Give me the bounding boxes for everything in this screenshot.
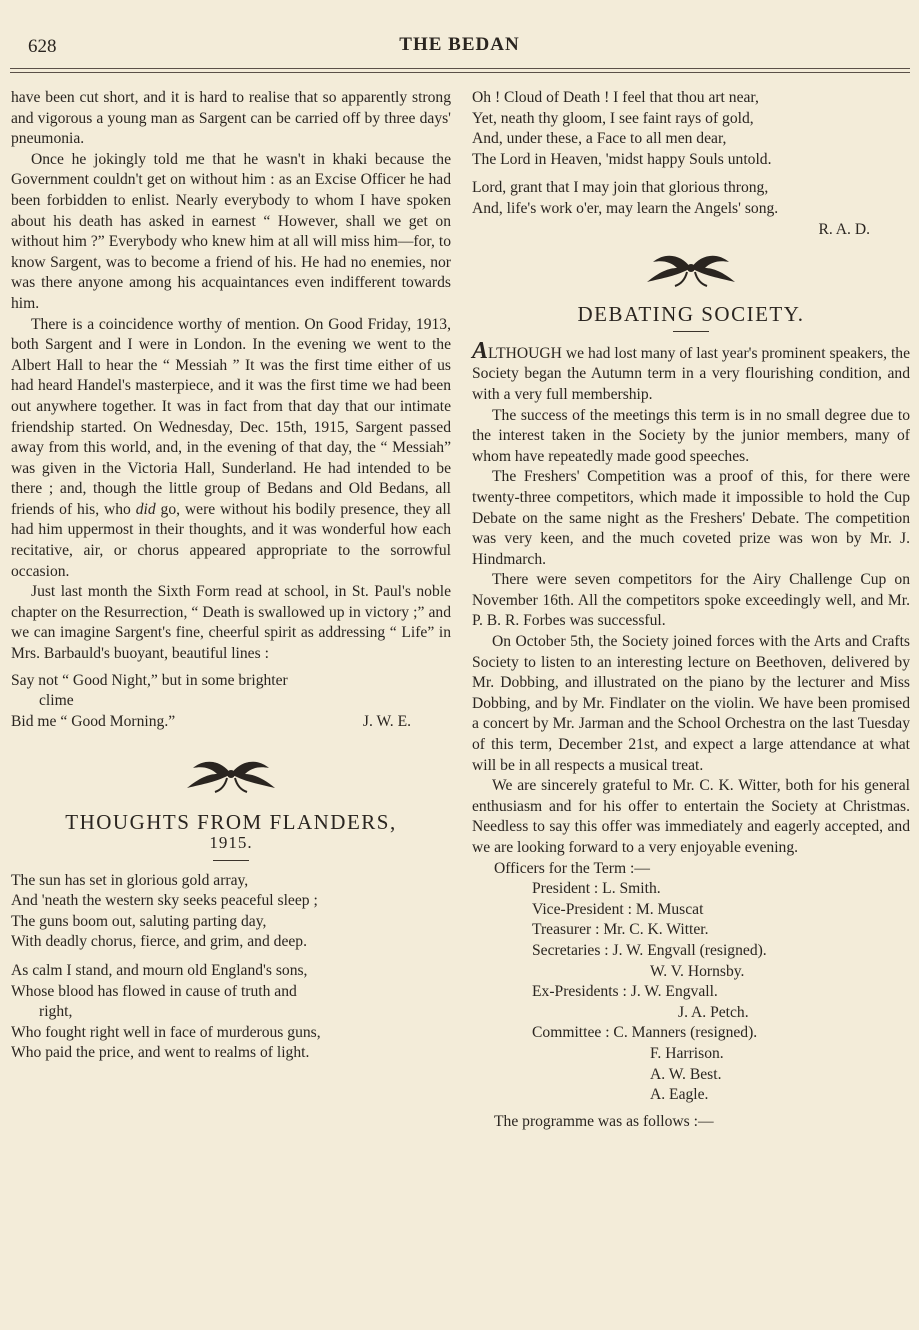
quote-line: Bid me “ Good Morning.” [11, 712, 176, 730]
page-header [0, 32, 919, 60]
running-title: THE BEDAN [399, 34, 520, 55]
quotation [11, 671, 451, 733]
officer-entry: A. W. Best. [650, 1065, 722, 1083]
officer-entry: Vice-President : M. Muscat [532, 900, 704, 918]
officer-entry: W. V. Hornsby. [650, 962, 745, 980]
poem-line: Who paid the price, and went to realms of light. [11, 1044, 310, 1062]
paragraph-text: There is a coincidence worthy of mention. On Good Friday, 1913, both Sargent and I were in London. In the evening we went to the Albert Hall to hear the “ Messiah ” It was the first time either of us had heard Handel's masterpiece, and it was the first time we had been out anywhere together. It was in fact from that day that our intimate friendship started. On Wednesday, Dec. 15th, 1915, Sargent passed away from this world, and, in the evening of that day, the “ Messiah” was given in the Victoria Hall, Sunderland. He had intended to be there ; and, though the little group of Bedans and Old Bedans, all friends of his, who [11, 315, 451, 518]
fleuron-ornament [641, 246, 741, 290]
poem-line: And, life's work o'er, may learn the Angels' song. [472, 199, 779, 217]
paragraph [11, 315, 451, 583]
header-rule [10, 68, 910, 69]
officers-heading: Officers for the Term :— [494, 859, 650, 877]
quote-line: Say not “ Good Night,” but in some brighter [11, 671, 288, 689]
drop-cap: A [472, 337, 489, 364]
officer-entry: J. A. Petch. [678, 1003, 749, 1021]
paragraph-text: we had lost many of last year's prominent speakers, the Society began the Autumn term in a very flourishing condition, and with a very full membership. [472, 344, 910, 403]
officer-entry: Treasurer : Mr. C. K. Witter. [532, 921, 709, 939]
poem-signature: R. A. D. [818, 220, 870, 238]
poem-line: Who fought right well in face of murderous guns, [11, 1023, 321, 1041]
poem-line: The guns boom out, saluting parting day, [11, 912, 267, 930]
paragraph [472, 337, 910, 406]
poem-title: THOUGHTS FROM FLANDERS, [65, 810, 397, 835]
poem-line: Whose blood has flowed in cause of truth and [11, 982, 297, 1000]
poem [11, 871, 451, 1064]
officers-list [472, 859, 910, 1106]
officer-entry: Secretaries : J. W. Engvall (resigned). [532, 941, 767, 959]
right-column [472, 88, 910, 1132]
paragraph: have been cut short, and it is hard to realise that so apparently strong and vigorous a young man as Sargent can be carried off by three days' pneumonia. [11, 89, 451, 148]
poem-line: right, [39, 1003, 73, 1021]
poem-line: Lord, grant that I may join that glorious throng, [472, 179, 769, 197]
left-column [11, 88, 451, 1064]
paragraph: On October 5th, the Society joined forces with the Arts and Crafts Society to listen to an interesting lecture on Beethoven, delivered by Mr. Dobbing, and illustrated on the piano by the lecturer and Miss Dobbing, and by Mr. Findlater on the violin. We have been promised a concert by Mr. Jarman and the School Orchestra on the last Tuesday of this term, December 21st, and expect a large attendance at what will be in all respects a musical treat. [472, 633, 910, 774]
section-title: DEBATING SOCIETY. [577, 302, 805, 327]
poem-continuation [472, 88, 910, 220]
officer-entry: F. Harrison. [650, 1044, 724, 1062]
emphasis: did [135, 500, 156, 518]
title-rule [213, 860, 249, 861]
poem-year: 1915. [209, 833, 253, 852]
page-number: 628 [28, 36, 57, 57]
quote-line: clime [39, 692, 74, 710]
paragraph: Just last month the Sixth Form read at school, in St. Paul's noble chapter on the Resurrection, “ Death is swallowed up in victory ;” and we can imagine Sargent's fine, cheerful spirit as addressing “ Life” in Mrs. Barbauld's buoyant, beautiful lines : [11, 583, 451, 663]
poem-line: With deadly chorus, fierce, and grim, and deep. [11, 933, 307, 951]
poem-line: Oh ! Cloud of Death ! I feel that thou art near, [472, 89, 759, 106]
paragraph-text: go, were without his bodily presence, they all had him uppermost in their thoughts, and it was wonderful how each recitative, air, or chorus appeared appropriate to the sorrowful occasion. [11, 500, 451, 580]
poem-line: The sun has set in glorious gold array, [11, 871, 249, 889]
poem-line: And, under these, a Face to all men dear, [472, 130, 727, 148]
poem-line: The Lord in Heaven, 'midst happy Souls untold. [472, 150, 772, 168]
officer-entry: President : L. Smith. [532, 880, 661, 898]
poem-line: As calm I stand, and mourn old England's sons, [11, 961, 308, 979]
poem-line: And 'neath the western sky seeks peaceful sleep ; [11, 892, 318, 910]
officer-entry: Committee : C. Manners (resigned). [532, 1024, 758, 1042]
officer-entry: Ex-Presidents : J. W. Engvall. [532, 983, 718, 1001]
first-word: LTHOUGH [488, 344, 562, 362]
programme-line: The programme was as follows :— [494, 1112, 714, 1130]
paragraph: The Freshers' Competition was a proof of this, for there were twenty-three competitors, which made it impossible to hold the Cup Debate on the same night as the Freshers' Debate. The competition was very keen, and the much coveted prize was won by Mr. J. Hindmarch. [472, 468, 910, 568]
paragraph: We are sincerely grateful to Mr. C. K. Witter, both for his general enthusiasm and for his offer to entertain the Society at Christmas. Needless to say this offer was immediately and eagerly accepted, and we are looking forward to a very enjoyable evening. [472, 777, 910, 856]
paragraph: The success of the meetings this term is in no small degree due to the interest taken in the Society by the junior members, many of whom have repeatedly made good speeches. [472, 406, 910, 465]
fleuron-ornament [181, 752, 281, 796]
poem-line: Yet, neath thy gloom, I see faint rays of gold, [472, 109, 754, 127]
title-rule [673, 331, 709, 332]
paragraph: Once he jokingly told me that he wasn't in khaki because the Government couldn't get on without him : as an Excise Officer he had been forbidden to enlist. Nearly everybody to whom I have spoken about his death has asked in earnest “ However, shall we get on without him ?” Everybody who knew him at all will miss him—for, to know Sargent, was to become a friend of his. He had no enemies, nor was there anyone among his acquaintances even indifferent towards him. [11, 150, 451, 312]
paragraph: There were seven competitors for the Airy Challenge Cup on November 16th. All the competitors spoke exceedingly well, and Mr. P. B. R. Forbes was successful. [472, 571, 910, 630]
author-signature: J. W. E. [362, 712, 411, 730]
officer-entry: A. Eagle. [650, 1086, 709, 1104]
header-rule-secondary [10, 72, 910, 73]
